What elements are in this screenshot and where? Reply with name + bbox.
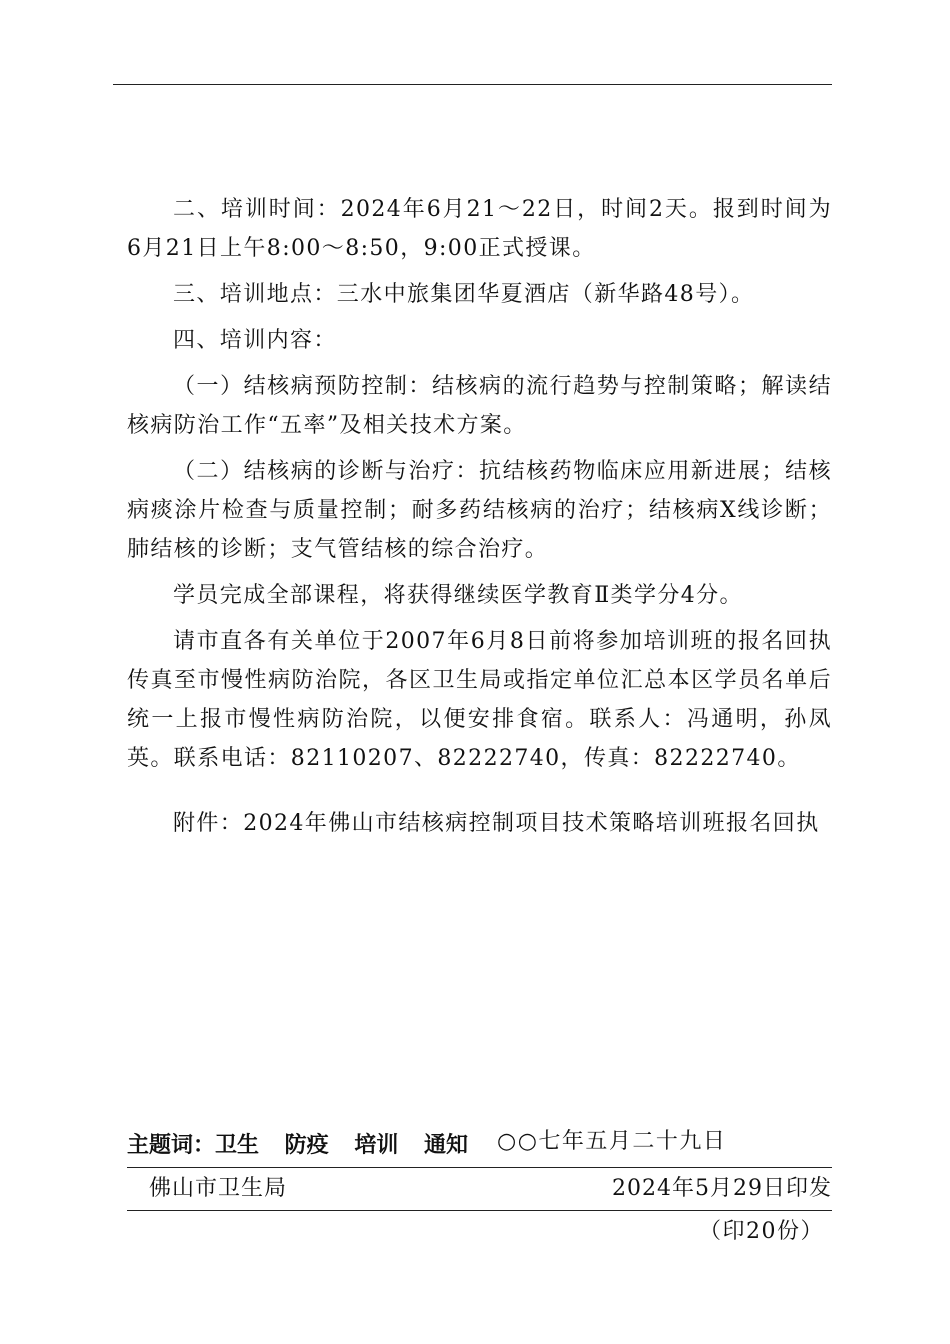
paragraph-credits: 学员完成全部课程，将获得继续医学教育Ⅱ类学分4分。: [173, 583, 743, 608]
copies-count: （印20份）: [699, 1219, 824, 1244]
issue-date: 2024年5月29日印发: [612, 1176, 832, 1201]
subject-keywords: 卫生 防疫 培训 通知: [215, 1133, 468, 1158]
header-rule: [113, 84, 832, 85]
paragraph-registration: 请市直各有关单位于2007年6月8日前将参加培训班的报名回执传真至市慢性病防治院，各区卫生局或指定单位汇总本区学员名单后统一上报市慢性病防治院，以便安排食宿。联系人：冯通明，孙凤英。联系电话：82110207、82222740，传真：82222740。: [127, 629, 832, 771]
paragraph-training-time: 二、培训时间：2024年6月21～22日，时间2天。报到时间为6月21日上午8:00～8:50，9:00正式授课。: [127, 197, 832, 261]
issuer-name: 佛山市卫生局: [149, 1176, 288, 1201]
paragraph-training-location: 三、培训地点：三水中旅集团华夏酒店（新华路48号）。: [173, 282, 755, 307]
overlay-date: ○○七年五月二十九日: [497, 1129, 727, 1154]
subject-row: [127, 1125, 832, 1167]
document-footer: [127, 1125, 832, 1253]
subject-label: 主题词：: [127, 1133, 216, 1158]
paragraph-training-content-heading: 四、培训内容：: [173, 328, 337, 353]
issue-row: [127, 1168, 832, 1210]
paragraph-content-prevention: （一）结核病预防控制：结核病的流行趋势与控制策略；解读结核病防治工作“五率”及相关技术方案。: [127, 374, 832, 438]
attachment-note: 附件：2024年佛山市结核病控制项目技术策略培训班报名回执: [173, 811, 820, 836]
paragraph-content-diagnosis: （二）结核病的诊断与治疗：抗结核药物临床应用新进展；结核病痰涂片检查与质量控制；耐多药结核病的治疗；结核病X线诊断；肺结核的诊断；支气管结核的综合治疗。: [127, 459, 832, 562]
document-body: [127, 190, 832, 850]
